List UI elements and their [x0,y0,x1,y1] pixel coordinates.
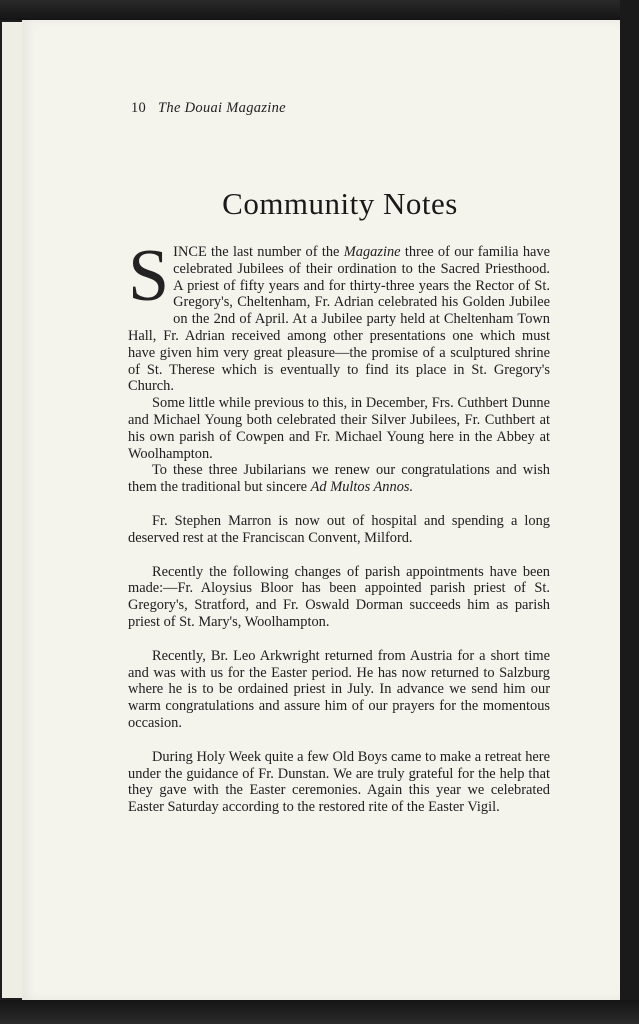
drop-cap: S [128,235,170,317]
article-title: Community Notes [222,186,458,221]
latin-phrase: Ad Multos Annos. [310,479,414,496]
page-number: 10 [131,100,147,116]
paragraph-6: Recently, Br. Leo Arkwright returned from Austria for a short time and was with us for the Easter period. He has now returned to Salzburg where he is to be ordained priest in July. In advance we send him our warm congratulations and assure him of our prayers for the momentous occasion. [128,647,550,731]
article-body [128,235,550,816]
paragraph-5: Recently the following changes of parish appointments have been made:—Fr. Aloysius Bloor has been appointed parish priest of St. Gregory's, Stratford, and Fr. Oswald Dorman succeeds him as parish priest of St. Mary's, Woolhampton. [128,563,550,630]
scan-background-top [0,0,639,20]
running-head [131,100,286,117]
paragraph-3-text: To these three Jubilarians we renew our congratulations and wish them the traditional but sincere [128,462,550,496]
scan-background-right [620,0,639,1024]
paragraph-2: Some little while previous to this, in December, Frs. Cuthbert Dunne and Michael Young both celebrated their Silver Jubilees, Fr. Cuthbert at his own parish of Cowpen and Fr. Michael Young here in the Abbey at Woolhampton. [128,395,550,462]
paragraph-4: Fr. Stephen Marron is now out of hospital and spending a long deserved rest at the Franciscan Convent, Milford. [128,512,550,546]
paragraph-1-lead: INCE the last number of the [173,244,344,260]
paragraph-7: During Holy Week quite a few Old Boys came to make a retreat here under the guidance of Fr. Dunstan. We are truly grateful for the help that they gave with the Easter ceremonies. Again this year we celebrated Easter Saturday according to the restored rite of the Easter Vigil. [128,748,550,816]
paragraph-1-text: three of our familia have celebrated Jubilees of their ordination to the Sacred Priesthood. A priest of fifty years and for thirty-three years the Rector of St. Gregory's, Cheltenham, Fr. Adrian celebrated his Golden Jubilee on the 2nd of April. At a Jubilee party held at Cheltenham Town Hall, Fr. Adrian received among other presentations one which must have given him very great pleasure—the promise of a sculptured shrine of St. Therese which is eventually to find its place in St. Gregory's Church. [128,244,550,395]
paragraph-3 [128,462,550,496]
scan-background-bottom [0,1000,639,1024]
paragraph-1 [128,235,550,395]
magazine-word: Magazine [343,244,401,260]
journal-title: The Douai Magazine [158,100,286,116]
